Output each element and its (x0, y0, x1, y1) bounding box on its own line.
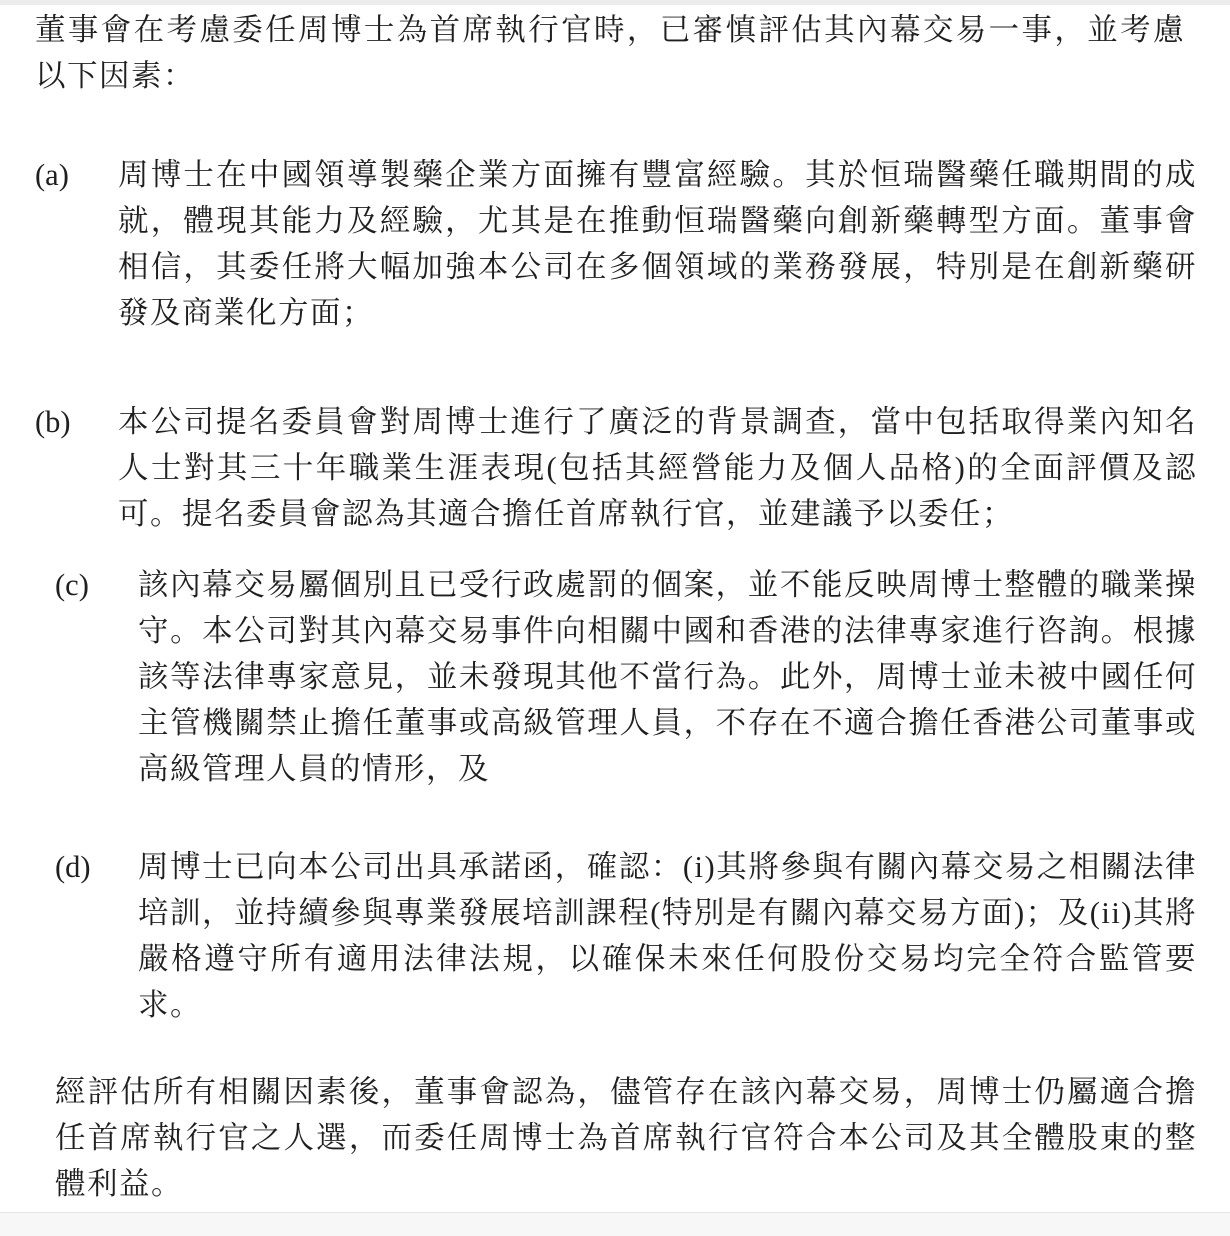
item-c-text: 該內幕交易屬個別且已受行政處罰的個案，並不能反映周博士整體的職業操守。本公司對其內幕交易事件向相關中國和香港的法律專家進行咨詢。根據該等法律專家意見，並未發現其他不當行為。此外，周博士並未被中國任何主管機關禁止擔任董事或高級管理人員，不存在不適合擔任香港公司董事或高級管理人員的情形，及 (138, 568, 1197, 786)
item-a-text: 周博士在中國領導製藥企業方面擁有豐富經驗。其於恒瑞醫藥任職期間的成就，體現其能力及經驗，尤其是在推動恒瑞醫藥向創新藥轉型方面。董事會相信，其委任將大幅加強本公司在多個領域的業務發展，特別是在創新藥研發及商業化方面； (118, 158, 1197, 330)
scan-edge-bottom (0, 1212, 1230, 1236)
scan-edge-top (0, 0, 1230, 5)
list-item-b (35, 399, 1197, 537)
document-page (35, 7, 1197, 1207)
intro-paragraph: 董事會在考慮委任周博士為首席執行官時，已審慎評估其內幕交易一事，並考慮以下因素： (35, 13, 1185, 93)
list-item-c (55, 562, 1197, 792)
closing-paragraph: 經評估所有相關因素後，董事會認為，儘管存在該內幕交易，周博士仍屬適合擔任首席執行官之人選，而委任周博士為首席執行官符合本公司及其全體股東的整體利益。 (55, 1075, 1197, 1201)
item-b-text: 本公司提名委員會對周博士進行了廣泛的背景調查，當中包括取得業內知名人士對其三十年職業生涯表現(包括其經營能力及個人品格)的全面評價及認可。提名委員會認為其適合擔任首席執行官，並建議予以委任； (118, 405, 1197, 531)
item-c-label: (c) (55, 568, 89, 602)
list-item-d (55, 844, 1197, 1028)
item-b-label: (b) (35, 405, 71, 439)
item-d-label: (d) (55, 850, 91, 884)
item-d-text: 周博士已向本公司出具承諾函，確認：(i)其將參與有關內幕交易之相關法律培訓，並持續參與專業發展培訓課程(特別是有關內幕交易方面)；及(ii)其將嚴格遵守所有適用法律法規，以確保未來任何股份交易均完全符合監管要求。 (138, 850, 1197, 1022)
list-item-a (35, 152, 1197, 336)
item-a-label: (a) (35, 158, 69, 192)
